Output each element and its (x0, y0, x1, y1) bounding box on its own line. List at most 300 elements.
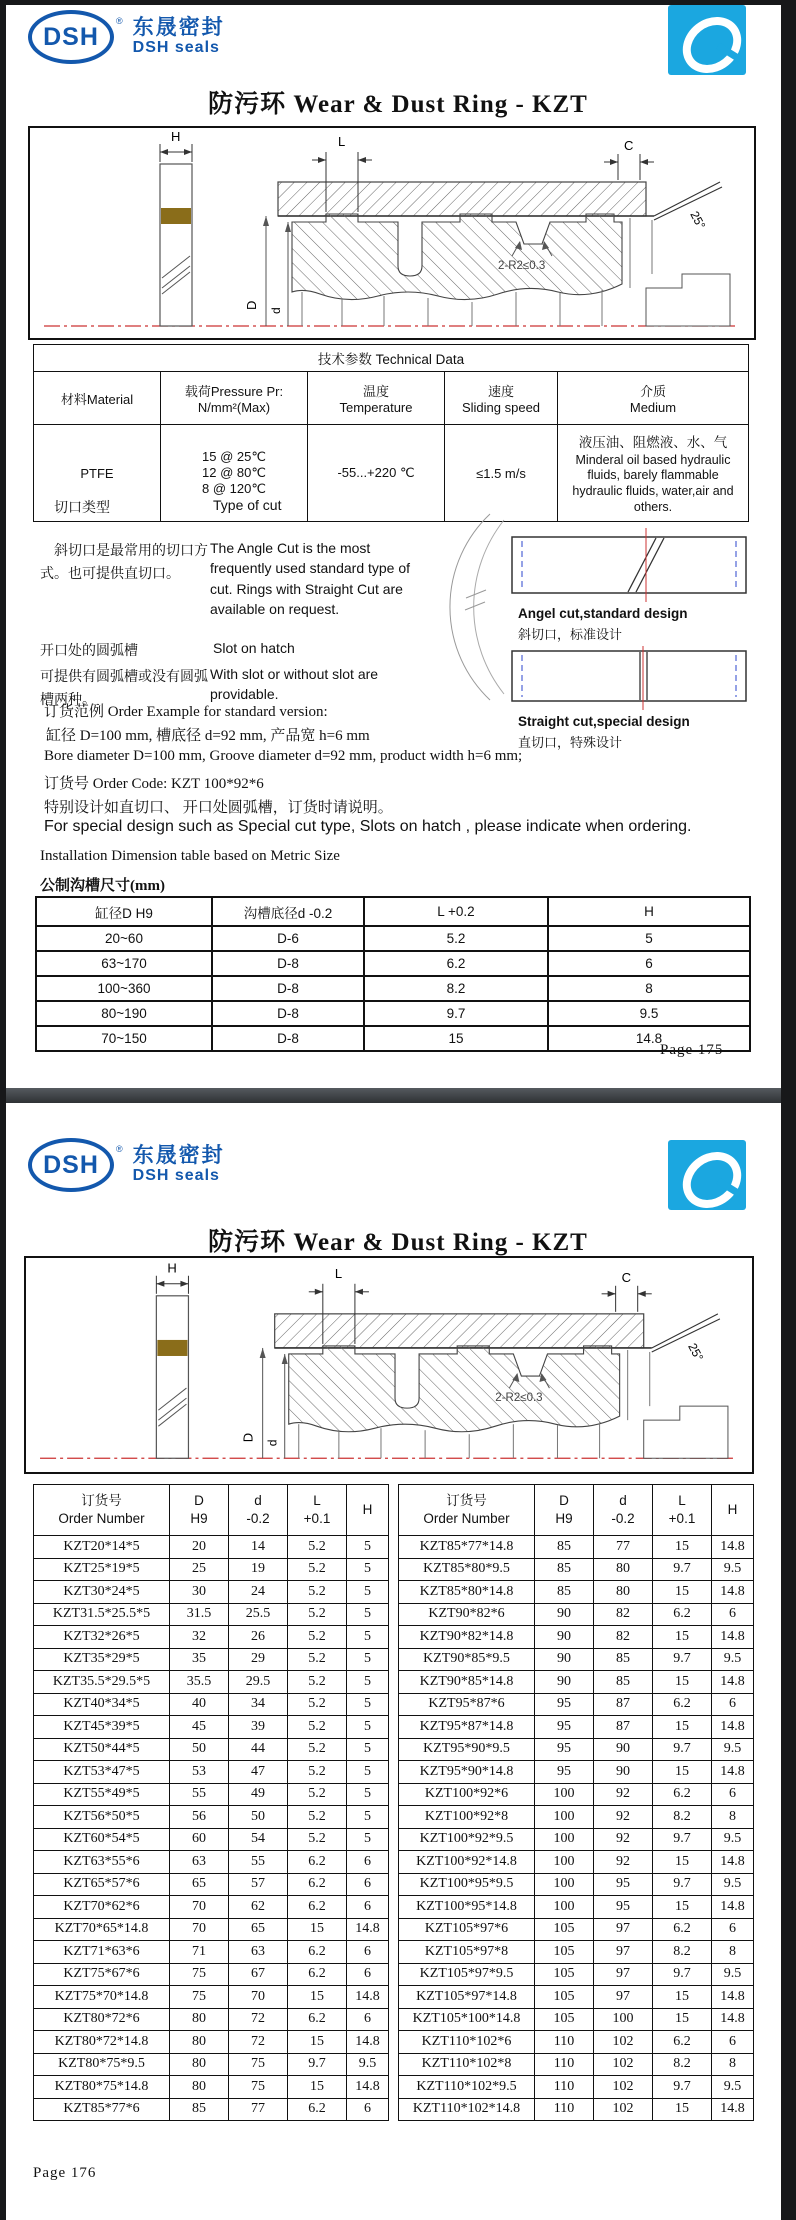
radius-annotation: 2-R2≤0.3 (498, 260, 546, 272)
table-cell: 6.2 (653, 1693, 712, 1716)
col-medium: 介质 Medium (558, 372, 749, 425)
table-cell: 8.2 (653, 1806, 712, 1829)
table-row (399, 2031, 754, 2054)
table-cell: 85 (535, 1558, 594, 1581)
table-cell: 6.2 (288, 2008, 347, 2031)
table-cell: 57 (229, 1873, 288, 1896)
technical-drawing (26, 1258, 748, 1468)
table-cell: 80 (594, 1558, 653, 1581)
dim-label-l: L (338, 134, 346, 149)
table-cell: 55 (170, 1783, 229, 1806)
metric-header-row: 缸径D H9 沟槽底径d -0.2 L +0.2 H (36, 897, 750, 926)
table-row (34, 1896, 389, 1919)
table-cell: 14.8 (712, 1626, 754, 1649)
table-row (399, 1693, 754, 1716)
table-cell: 63 (229, 1941, 288, 1964)
table-cell: 5.2 (288, 1581, 347, 1604)
table-cell: 14.8 (347, 2031, 389, 2054)
table-cell: 75 (229, 2053, 288, 2076)
table-cell: D-8 (212, 1001, 364, 1026)
table-cell: 9.5 (712, 2076, 754, 2099)
order-example-line: 订货范例 Order Example for standard version: (44, 704, 328, 720)
dim-label-angle: 25° (687, 208, 709, 232)
table-cell: 26 (229, 1626, 288, 1649)
table-cell: D-8 (212, 951, 364, 976)
table-cell: 15 (288, 1918, 347, 1941)
seal-ring-logo-icon (668, 5, 746, 75)
table-cell: 24 (229, 1581, 288, 1604)
table-cell: 92 (594, 1783, 653, 1806)
medium-value: 液压油、阻燃液、水、气 Minderal oil based hydraulic fluids, barely flammable hydraulic fluids, water,air and others. (558, 425, 749, 522)
table-cell: KZT85*77*14.8 (399, 1536, 535, 1559)
table-cell: 67 (229, 1963, 288, 1986)
table-row (34, 1671, 389, 1694)
table-cell: 5.2 (288, 1648, 347, 1671)
table-row (36, 951, 750, 976)
table-cell: 54 (229, 1828, 288, 1851)
logo-chinese-name: 东晟密封 (132, 1143, 225, 1167)
table-cell: 62 (229, 1896, 288, 1919)
table-cell: 71 (170, 1941, 229, 1964)
page-number: Page 175 (660, 1042, 724, 1058)
table-cell: 105 (535, 1963, 594, 1986)
table-cell: 14.8 (712, 1896, 754, 1919)
table-cell: KZT110*102*8 (399, 2053, 535, 2076)
cut-type-label-cn: 切口类型 (54, 499, 110, 515)
tech-table-caption: 技术参数 Technical Data (34, 345, 749, 372)
straight-cut-diagram (510, 646, 750, 710)
table-cell: 72 (229, 2031, 288, 2054)
table-cell: 5 (548, 926, 750, 951)
table-cell: 14.8 (712, 1716, 754, 1739)
technical-drawing-frame (24, 1256, 754, 1474)
table-cell: KZT100*92*6 (399, 1783, 535, 1806)
seal-profile (292, 214, 622, 300)
table-cell: KZT105*100*14.8 (399, 2008, 535, 2031)
table-cell: KZT71*63*6 (34, 1941, 170, 1964)
table-row (34, 1536, 389, 1559)
table-cell: KZT100*92*14.8 (399, 1851, 535, 1874)
table-cell: 75 (170, 1986, 229, 2009)
table-cell: 8.2 (364, 976, 548, 1001)
table-cell: 5.2 (288, 1536, 347, 1559)
table-row (36, 926, 750, 951)
table-cell: KZT20*14*5 (34, 1536, 170, 1559)
table-cell: 95 (594, 1873, 653, 1896)
table-cell: 20 (170, 1536, 229, 1559)
table-cell: 15 (653, 1761, 712, 1784)
viewer-edge-left (0, 0, 6, 2220)
table-row (399, 1626, 754, 1649)
table-row (399, 2008, 754, 2031)
table-cell: 97 (594, 1986, 653, 2009)
slot-text-en: With slot or without slot are providable. (210, 666, 379, 703)
table-row (399, 1738, 754, 1761)
table-cell: 100 (535, 1806, 594, 1829)
table-cell: 100 (594, 2008, 653, 2031)
table-cell: 6 (347, 2008, 389, 2031)
table-cell: KZT90*82*14.8 (399, 1626, 535, 1649)
table-cell: 95 (535, 1738, 594, 1761)
metric-dimension-table (35, 896, 751, 1052)
viewer-edge-right (781, 0, 796, 2220)
table-cell: 6.2 (288, 1941, 347, 1964)
dim-label-h: H (167, 1260, 177, 1276)
table-cell: 44 (229, 1738, 288, 1761)
slot-text-cn: 可提供有圆弧槽或没有圆弧槽两种。 (40, 670, 208, 709)
page-title: 防污环 Wear & Dust Ring - KZT (208, 1229, 588, 1256)
table-cell: KZT105*97*6 (399, 1918, 535, 1941)
table-cell: 102 (594, 2031, 653, 2054)
dim-label-h: H (171, 129, 181, 144)
order-example-line: 订货号 Order Code: KZT 100*92*6 (44, 776, 264, 792)
table-row (399, 2098, 754, 2121)
table-row (34, 1626, 389, 1649)
logo-chinese-name: 东晟密封 (132, 15, 225, 39)
table-cell: KZT85*77*6 (34, 2098, 170, 2121)
table-cell: 6 (347, 1896, 389, 1919)
table-cell: 60 (170, 1828, 229, 1851)
table-cell: KZT85*80*14.8 (399, 1581, 535, 1604)
table-cell: 29.5 (229, 1671, 288, 1694)
table-cell: 87 (594, 1716, 653, 1739)
angle-cut-caption-cn: 斜切口，标准设计 (518, 627, 623, 642)
table-cell: 8.2 (653, 2053, 712, 2076)
angle-cut-caption-en: Angel cut,standard design (518, 606, 688, 621)
table-cell: 110 (535, 2053, 594, 2076)
table-cell: 6.2 (653, 1918, 712, 1941)
table-cell: 5 (347, 1806, 389, 1829)
radius-annotation: 2-R2≤0.3 (495, 1392, 543, 1405)
table-cell: 9.7 (653, 1558, 712, 1581)
table-cell: KZT75*70*14.8 (34, 1986, 170, 2009)
table-cell: 9.7 (653, 1828, 712, 1851)
seal-band (161, 208, 191, 224)
order-example-line: For special design such as Special cut type, Slots on hatch , please indicate when ordering. (44, 818, 692, 835)
table-cell: 92 (594, 1806, 653, 1829)
ring-arc-drawing (420, 512, 508, 702)
dim-label-D: D (244, 300, 259, 310)
table-cell: 92 (594, 1828, 653, 1851)
table-cell: 14.8 (347, 1986, 389, 2009)
table-cell: 6 (712, 1918, 754, 1941)
table-row (34, 2031, 389, 2054)
table-cell: 25.5 (229, 1603, 288, 1626)
dim-label-d: d (265, 1439, 280, 1447)
table-cell: 9.7 (653, 2076, 712, 2099)
table-row (34, 1918, 389, 1941)
table-cell: 100 (535, 1896, 594, 1919)
table-cell: 14.8 (548, 1026, 750, 1051)
table-cell: 80 (594, 1581, 653, 1604)
table-cell: 15 (288, 2076, 347, 2099)
table-cell: 8 (712, 2053, 754, 2076)
registered-mark-icon: ® (116, 1144, 123, 1154)
table-cell: 50 (229, 1806, 288, 1829)
table-row (34, 2098, 389, 2121)
table-cell: KZT80*72*14.8 (34, 2031, 170, 2054)
table-cell: KZT100*92*8 (399, 1806, 535, 1829)
table-cell: KZT75*67*6 (34, 1963, 170, 1986)
table-cell: 6 (712, 2031, 754, 2054)
table-cell: 102 (594, 2098, 653, 2121)
table-cell: 6 (548, 951, 750, 976)
table-cell: 35 (170, 1648, 229, 1671)
table-cell: 5 (347, 1558, 389, 1581)
table-row (399, 1941, 754, 1964)
table-cell: 6 (712, 1783, 754, 1806)
table-cell: KZT31.5*25.5*5 (34, 1603, 170, 1626)
table-cell: KZT95*87*14.8 (399, 1716, 535, 1739)
dsh-text: DSH (43, 1150, 99, 1179)
table-cell: 95 (535, 1693, 594, 1716)
table-cell: KZT95*90*9.5 (399, 1738, 535, 1761)
table-cell: KZT105*97*14.8 (399, 1986, 535, 2009)
table-cell: 5.2 (288, 1671, 347, 1694)
table-cell: 5.2 (288, 1716, 347, 1739)
table-cell: 5 (347, 1738, 389, 1761)
material-value: PTFE (34, 425, 161, 522)
table-cell: KZT32*26*5 (34, 1626, 170, 1649)
cut-type-label-en: Type of cut (213, 497, 282, 513)
dsh-logo (28, 1138, 225, 1192)
table-cell: 9.7 (288, 2053, 347, 2076)
table-cell: 5 (347, 1716, 389, 1739)
table-cell: KZT80*75*14.8 (34, 2076, 170, 2099)
table-row (34, 1986, 389, 2009)
table-cell: 47 (229, 1761, 288, 1784)
table-cell: 80 (170, 2076, 229, 2099)
table-cell: D-6 (212, 926, 364, 951)
table-cell: 8 (548, 976, 750, 1001)
table-cell: KZT110*102*9.5 (399, 2076, 535, 2099)
table-cell: 15 (653, 1671, 712, 1694)
table-cell: 105 (535, 1941, 594, 1964)
table-cell: 97 (594, 1963, 653, 1986)
table-row (34, 1941, 389, 1964)
table-cell: 6.2 (288, 1851, 347, 1874)
table-cell: 15 (653, 1626, 712, 1649)
table-cell: 100~360 (36, 976, 212, 1001)
table-row (399, 1558, 754, 1581)
table-cell: KZT56*50*5 (34, 1806, 170, 1829)
dim-label-l: L (334, 1265, 343, 1281)
table-cell: KZT90*85*9.5 (399, 1648, 535, 1671)
dsh-wordmark (133, 1145, 225, 1185)
table-row (34, 2053, 389, 2076)
table-cell: 100 (535, 1828, 594, 1851)
order-example-line: 特别设计如直切口、 开口处圆弧槽，订货时请说明。 (44, 800, 393, 816)
order-number-table-left (33, 1484, 389, 2121)
table-cell: KZT25*19*5 (34, 1558, 170, 1581)
table-cell: 9.5 (347, 2053, 389, 2076)
table-cell: 95 (535, 1761, 594, 1784)
table-cell: 5.2 (288, 1693, 347, 1716)
table-cell: KZT70*65*14.8 (34, 1918, 170, 1941)
table-cell: 80 (170, 2031, 229, 2054)
page-divider (0, 1088, 796, 1103)
table-cell: 9.5 (712, 1963, 754, 1986)
table-row (34, 1963, 389, 1986)
table-row (34, 1716, 389, 1739)
table-cell: 25 (170, 1558, 229, 1581)
table-cell: 85 (170, 2098, 229, 2121)
table-cell: 15 (653, 2008, 712, 2031)
dim-label-D: D (240, 1432, 256, 1443)
ring-glyph (672, 5, 746, 75)
dsh-text: DSH (43, 22, 99, 51)
table-cell: 6 (712, 1693, 754, 1716)
table-cell: 90 (535, 1648, 594, 1671)
table-cell: 35.5 (170, 1671, 229, 1694)
dsh-oval-mark (28, 10, 114, 64)
table-cell: KZT65*57*6 (34, 1873, 170, 1896)
table-cell: 87 (594, 1693, 653, 1716)
table-cell: 5 (347, 1671, 389, 1694)
table-cell: 9.5 (712, 1648, 754, 1671)
table-row (34, 1873, 389, 1896)
table-cell: 6.2 (653, 2031, 712, 2054)
table-row (34, 2008, 389, 2031)
table-cell: 14.8 (712, 1851, 754, 1874)
table-cell: KZT100*92*9.5 (399, 1828, 535, 1851)
table-cell: 5.2 (288, 1738, 347, 1761)
table-row (34, 2076, 389, 2099)
table-cell: KZT35.5*29.5*5 (34, 1671, 170, 1694)
table-row (399, 1828, 754, 1851)
table-cell: 102 (594, 2076, 653, 2099)
table-cell: 5 (347, 1761, 389, 1784)
table-cell: 14.8 (712, 1761, 754, 1784)
table-row (399, 1873, 754, 1896)
table-cell: 77 (229, 2098, 288, 2121)
speed-value: ≤1.5 m/s (445, 425, 558, 522)
table-cell: 5.2 (288, 1783, 347, 1806)
table-cell: 15 (288, 2031, 347, 2054)
table-cell: 92 (594, 1851, 653, 1874)
table-cell: 20~60 (36, 926, 212, 951)
table-cell: 14.8 (347, 1918, 389, 1941)
table-cell: 30 (170, 1581, 229, 1604)
table-row (399, 1648, 754, 1671)
table-cell: 5 (347, 1693, 389, 1716)
table-cell: 5.2 (288, 1626, 347, 1649)
table-cell: KZT40*34*5 (34, 1693, 170, 1716)
table-cell: 100 (535, 1873, 594, 1896)
order-example-line: Bore diameter D=100 mm, Groove diameter d=92 mm, product width h=6 mm; (44, 748, 523, 764)
table-cell: 15 (364, 1026, 548, 1051)
table-cell: 90 (535, 1603, 594, 1626)
slot-label-en: Slot on hatch (213, 640, 295, 656)
table-cell: 14.8 (712, 1986, 754, 2009)
table-cell: 40 (170, 1693, 229, 1716)
table-cell: KZT90*85*14.8 (399, 1671, 535, 1694)
table-cell: 63 (170, 1851, 229, 1874)
table-cell: 15 (653, 1536, 712, 1559)
table-cell: 90 (535, 1626, 594, 1649)
table-cell: 90 (594, 1738, 653, 1761)
table-row (399, 1603, 754, 1626)
dsh-logo (28, 10, 225, 64)
table-row (399, 1896, 754, 1919)
metric-section-title-en: Installation Dimension table based on Metric Size (40, 848, 340, 864)
table-cell: KZT100*95*14.8 (399, 1896, 535, 1919)
table-cell: KZT35*29*5 (34, 1648, 170, 1671)
table-cell: 110 (535, 2098, 594, 2121)
table-cell: 9.5 (712, 1828, 754, 1851)
order-table-header: 订货号 Order Number D H9 d -0.2 L +0.1 H (34, 1485, 389, 1536)
table-cell: 55 (229, 1851, 288, 1874)
table-cell: 6 (347, 2098, 389, 2121)
table-cell: KZT110*102*6 (399, 2031, 535, 2054)
table-cell: 6.2 (288, 1873, 347, 1896)
table-cell: 14 (229, 1536, 288, 1559)
table-cell: 6.2 (288, 2098, 347, 2121)
page-number: Page 176 (33, 2165, 97, 2181)
table-cell: 39 (229, 1716, 288, 1739)
dsh-wordmark (133, 17, 225, 57)
table-row (399, 2076, 754, 2099)
table-row (34, 1581, 389, 1604)
table-row (34, 1693, 389, 1716)
metric-section-title-cn: 公制沟槽尺寸(mm) (40, 878, 165, 894)
table-cell: 5.2 (364, 926, 548, 951)
dim-label-angle: 25° (685, 1340, 707, 1364)
dim-label-d: d (269, 307, 283, 314)
table-cell: KZT53*47*5 (34, 1761, 170, 1784)
table-cell: 105 (535, 2008, 594, 2031)
table-cell: 65 (229, 1918, 288, 1941)
table-cell: 70 (170, 1896, 229, 1919)
table-cell: 6 (347, 1851, 389, 1874)
table-cell: KZT30*24*5 (34, 1581, 170, 1604)
table-cell: 45 (170, 1716, 229, 1739)
table-cell: 5 (347, 1581, 389, 1604)
col-material: 材料Material (34, 372, 161, 425)
table-row (34, 1648, 389, 1671)
table-cell: 95 (594, 1896, 653, 1919)
table-cell: 9.5 (712, 1558, 754, 1581)
table-cell: 32 (170, 1626, 229, 1649)
table-row (34, 1828, 389, 1851)
table-row (399, 1783, 754, 1806)
table-cell: 5.2 (288, 1558, 347, 1581)
table-cell: 95 (535, 1716, 594, 1739)
table-cell: 15 (288, 1986, 347, 2009)
table-cell: 75 (170, 1963, 229, 1986)
table-row (399, 1536, 754, 1559)
table-row (34, 1783, 389, 1806)
table-cell: 70 (229, 1986, 288, 2009)
table-cell: 14.8 (347, 2076, 389, 2099)
table-cell: 31.5 (170, 1603, 229, 1626)
table-cell: KZT60*54*5 (34, 1828, 170, 1851)
table-cell: KZT55*49*5 (34, 1783, 170, 1806)
table-cell: 70 (170, 1918, 229, 1941)
table-row (399, 1581, 754, 1604)
col-pressure: 载荷Pressure Pr: N/mm²(Max) (161, 372, 308, 425)
table-row (34, 1603, 389, 1626)
table-cell: 6.2 (653, 1783, 712, 1806)
table-cell: 97 (594, 1918, 653, 1941)
logo-english-name: DSH seals (132, 39, 220, 57)
registered-mark-icon: ® (116, 16, 123, 26)
table-cell: 15 (653, 1896, 712, 1919)
straight-cut-caption-cn: 直切口，特殊设计 (518, 735, 623, 750)
table-cell: KZT95*90*14.8 (399, 1761, 535, 1784)
table-cell: KZT105*97*9.5 (399, 1963, 535, 1986)
table-cell: 15 (653, 1581, 712, 1604)
